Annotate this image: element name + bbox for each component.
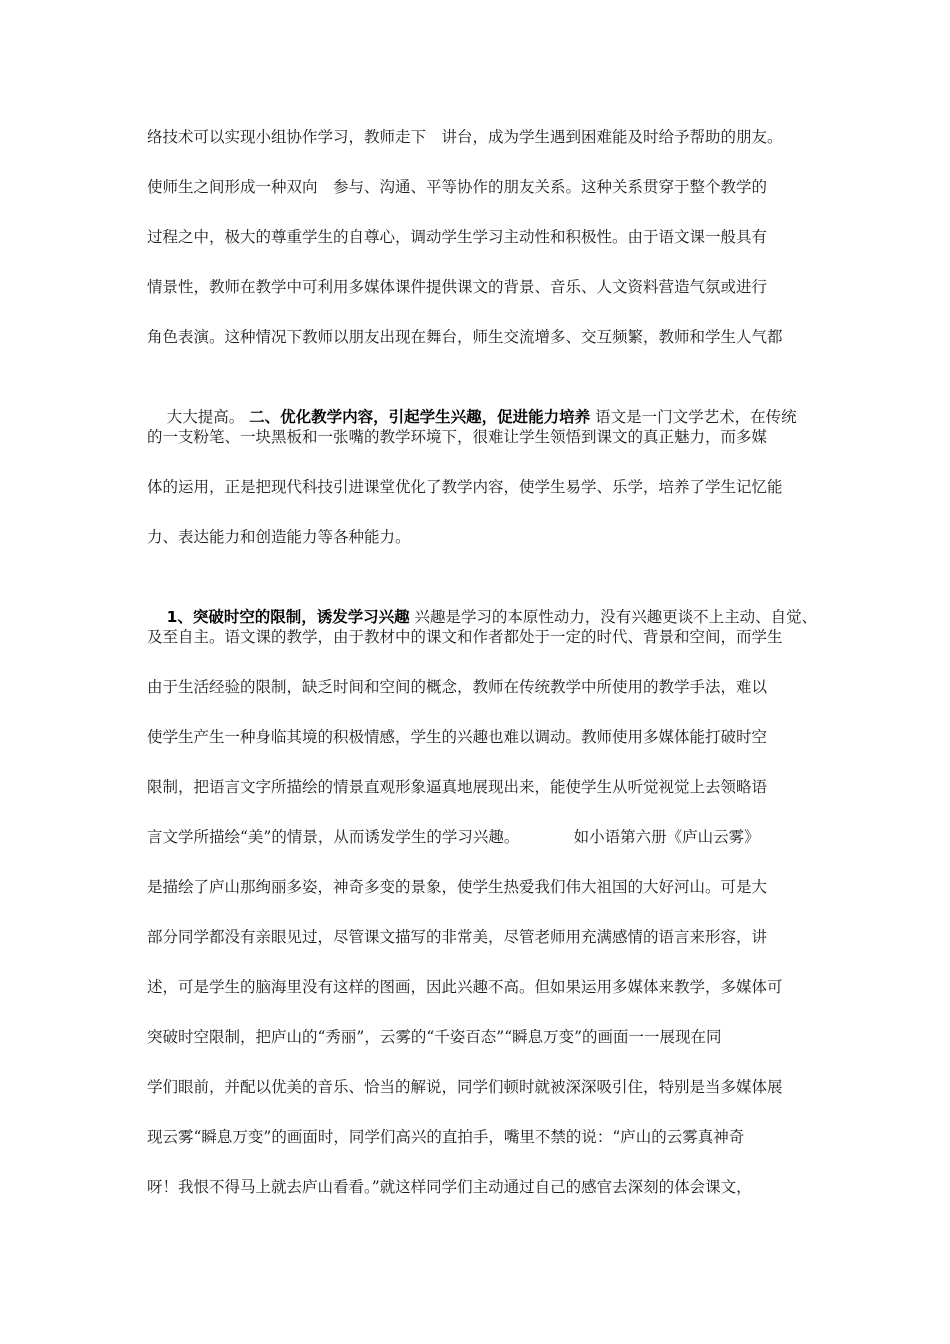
paragraph-line-with-heading: [147, 372, 817, 426]
subsection-heading: 1、突破时空的限制，诱发学习兴趣: [166, 608, 410, 626]
paragraph-line: 学们眼前，并配以优美的音乐、恰当的解说，同学们顿时就被深深吸引住，特别是当多媒体展: [147, 1078, 783, 1096]
paragraph-line: 角色表演。这种情况下教师以朋友出现在舞台，师生交流增多、交互频繁，教师和学生人气都: [147, 328, 783, 346]
line-text: 兴趣是学习的本原性动力，没有兴趣更谈不上主动、自觉、: [409, 608, 818, 626]
paragraph-line: 络技术可以实现小组协作学习，教师走下 讲台，成为学生遇到困难能及时给予帮助的朋友。: [147, 128, 783, 146]
line-text: 大大提高。: [166, 408, 250, 426]
line-text: 语文是一门文学艺术，在传统: [590, 408, 797, 426]
paragraph-line: 的一支粉笔、一块黑板和一张嘴的教学环境下，很难让学生领悟到课文的真正魅力，而多媒: [147, 428, 768, 446]
paragraph-line: 使学生产生一种身临其境的积极情感，学生的兴趣也难以调动。教师使用多媒体能打破时空: [147, 728, 768, 746]
paragraph-line: 情景性，教师在教学中可利用多媒体课件提供课文的背景、音乐、人文资料营造气氛或进行: [147, 278, 768, 296]
paragraph-line: 体的运用，正是把现代科技引进课堂优化了教学内容，使学生易学、乐学，培养了学生记忆能: [147, 478, 783, 496]
paragraph-line: 由于生活经验的限制，缺乏时间和空间的概念，教师在传统教学中所使用的教学手法，难以: [147, 678, 768, 696]
section-heading: 二、优化教学内容，引起学生兴趣，促进能力培养: [249, 408, 591, 426]
paragraph-line: 限制，把语言文字所描绘的情景直观形象逼真地展现出来，能使学生从听觉视觉上去领略语: [147, 778, 768, 796]
paragraph-line: 突破时空限制，把庐山的“秀丽”，云雾的“千姿百态”“瞬息万变”的画面一一展现在同: [147, 1028, 722, 1046]
paragraph-line: 及至自主。语文课的教学，由于教材中的课文和作者都处于一定的时代、背景和空间，而学生: [147, 628, 783, 646]
paragraph-line: 述，可是学生的脑海里没有这样的图画，因此兴趣不高。但如果运用多媒体来教学，多媒体可: [147, 978, 783, 996]
paragraph-line: 部分同学都没有亲眼见过，尽管课文描写的非常美，尽管老师用充满感情的语言来形容，讲: [147, 928, 768, 946]
paragraph-line-with-heading: [147, 572, 818, 626]
paragraph-line: 是描绘了庐山那绚丽多姿，神奇多变的景象，使学生热爱我们伟大祖国的大好河山。可是大: [147, 878, 768, 896]
paragraph-line: 现云雾“瞬息万变”的画面时，同学们高兴的直拍手，嘴里不禁的说：“庐山的云雾真神奇: [147, 1128, 745, 1146]
paragraph-line: 力、表达能力和创造能力等各种能力。: [147, 528, 411, 546]
paragraph-line: 呀！我恨不得马上就去庐山看看。”就这样同学们主动通过自己的感官去深刻的体会课文，: [147, 1178, 752, 1196]
paragraph-line: 使师生之间形成一种双向 参与、沟通、平等协作的朋友关系。这种关系贯穿于整个教学的: [147, 178, 768, 196]
paragraph-line: 言文学所描绘“美”的情景，从而诱发学生的学习兴趣。 如小语第六册《庐山云雾》: [147, 828, 760, 846]
paragraph-line: 过程之中，极大的尊重学生的自尊心，调动学生学习主动性和积极性。由于语文课一般具有: [147, 228, 768, 246]
